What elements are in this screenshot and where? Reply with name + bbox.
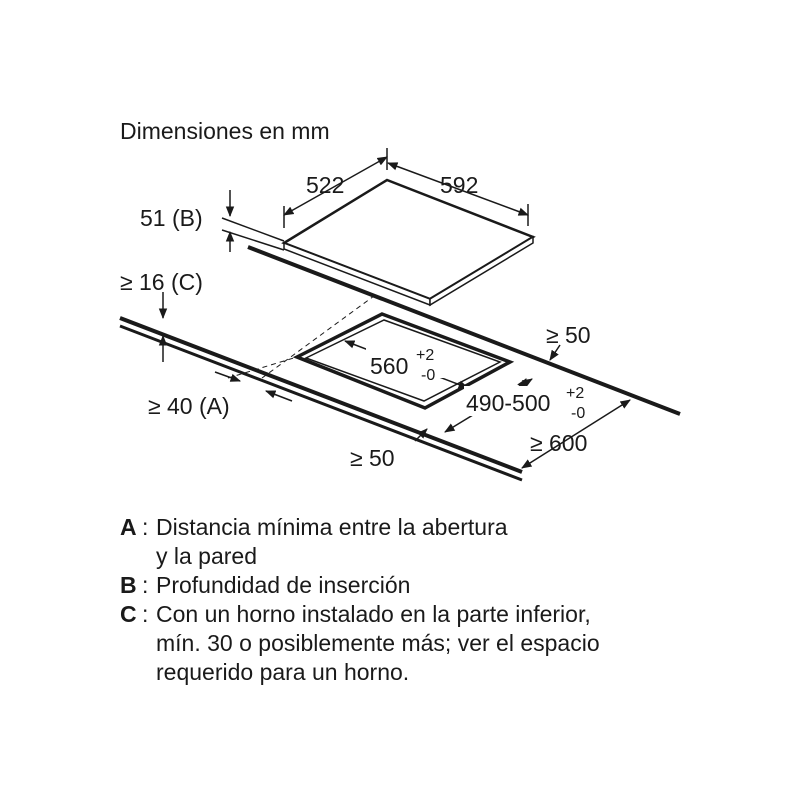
legend-item-b bbox=[120, 571, 780, 600]
insertion-key: B bbox=[179, 205, 195, 231]
legend-separator: : bbox=[142, 572, 149, 598]
legend-item-c bbox=[120, 600, 780, 687]
legend-key: A bbox=[120, 514, 137, 540]
cutout-depth-minus: -0 bbox=[571, 405, 586, 422]
width-label: 522 bbox=[306, 172, 345, 198]
diagram-title: Dimensiones en mm bbox=[120, 118, 330, 144]
cutout-width-minus: -0 bbox=[421, 367, 436, 384]
back-clearance-label: ≥ 50 bbox=[546, 322, 591, 348]
oven-label: ≥ 16 (C) bbox=[120, 269, 203, 295]
worktop-depth-label: ≥ 600 bbox=[530, 430, 588, 456]
cutout-depth-label: 490-500 bbox=[466, 390, 551, 416]
legend-text: Distancia mínima entre la abertura y la pared bbox=[156, 514, 508, 569]
legend-item-a bbox=[120, 513, 780, 571]
cooktop-outline bbox=[284, 180, 533, 305]
legend-key: C bbox=[120, 601, 137, 627]
legend-separator: : bbox=[142, 514, 149, 540]
legend-text: Con un horno instalado en la parte inferior, mín. 30 o posiblemente más; ver el espacio requerido para un horno. bbox=[156, 601, 600, 685]
depth-label: 592 bbox=[440, 172, 479, 198]
cutout-width-plus: +2 bbox=[416, 347, 435, 364]
legend-key: B bbox=[120, 572, 137, 598]
cutout-depth-plus: +2 bbox=[566, 385, 585, 402]
cutout-width-label: 560 bbox=[370, 353, 409, 379]
legend bbox=[120, 513, 780, 687]
legend-separator: : bbox=[142, 601, 149, 627]
legend-text: Profundidad de inserción bbox=[156, 572, 411, 598]
wall-key: A bbox=[206, 393, 222, 419]
wall-label: ≥ 40 (A) bbox=[148, 393, 230, 419]
dimension-insertion bbox=[222, 190, 284, 252]
oven-key: C bbox=[178, 269, 196, 295]
insertion-label: 51 (B) bbox=[140, 205, 203, 231]
front-clearance-label: ≥ 50 bbox=[350, 445, 395, 471]
